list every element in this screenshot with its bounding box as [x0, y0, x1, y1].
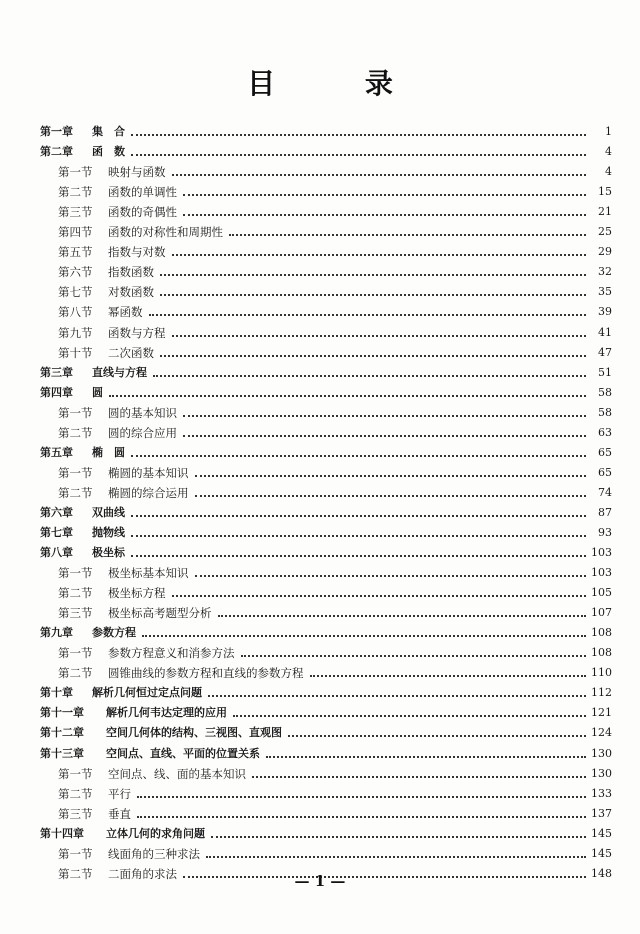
entry-number: 第二节: [58, 786, 93, 801]
entry-title: 平行: [108, 786, 131, 801]
entry-title: 极坐标高考题型分析: [108, 606, 212, 621]
entry-number: 第七章: [40, 525, 73, 539]
dot-leader: [109, 395, 586, 397]
entry-title: 参数方程意义和消参方法: [108, 646, 235, 661]
toc-section-entry: [40, 302, 612, 322]
toc-chapter-entry: [40, 824, 612, 844]
toc-section-entry: [40, 222, 612, 242]
entry-title: 抛物线: [92, 525, 125, 539]
entry-title: 圆锥曲线的参数方程和直线的参数方程: [108, 666, 304, 681]
dot-leader: [266, 756, 586, 758]
entry-title: 直线与方程: [92, 365, 147, 379]
entry-page-number: 130: [591, 746, 612, 760]
toc-section-entry: [40, 242, 612, 262]
toc-section-entry: [40, 583, 612, 603]
entry-title: 映射与函数: [108, 165, 166, 180]
entry-title: 极坐标基本知识: [108, 566, 189, 581]
entry-title: 圆的基本知识: [108, 405, 177, 420]
dot-leader: [131, 535, 586, 537]
entry-number: 第二节: [58, 425, 93, 440]
dot-leader: [131, 154, 586, 156]
toc-chapter-entry: [40, 703, 612, 723]
entry-page-number: 29: [598, 245, 612, 259]
page-title: 目 录: [247, 67, 433, 100]
entry-number: 第六章: [40, 505, 73, 519]
toc-section-entry: [40, 563, 612, 583]
toc-section-entry: [40, 322, 612, 342]
dot-leader: [183, 194, 586, 196]
entry-number: 第九节: [58, 325, 93, 340]
entry-page-number: 107: [591, 606, 612, 620]
entry-page-number: 4: [605, 165, 612, 179]
entry-page-number: 1: [605, 125, 612, 139]
dot-leader: [142, 635, 586, 637]
entry-number: 第十四章: [40, 826, 84, 840]
entry-page-number: 47: [598, 345, 612, 359]
dot-leader: [137, 816, 586, 818]
dot-leader: [229, 234, 586, 236]
dot-leader: [195, 475, 587, 477]
dot-leader: [206, 856, 586, 858]
toc-section-entry: [40, 343, 612, 363]
entry-number: 第十三章: [40, 746, 84, 760]
toc-section-entry: [40, 182, 612, 202]
dot-leader: [131, 515, 586, 517]
toc-section-entry: [40, 784, 612, 804]
entry-title: 幂函数: [108, 305, 143, 320]
entry-page-number: 121: [591, 706, 612, 720]
entry-title: 函数与方程: [108, 325, 166, 340]
entry-page-number: 112: [591, 686, 612, 700]
dot-leader: [160, 355, 586, 357]
toc-chapter-entry: [40, 543, 612, 563]
entry-page-number: 93: [598, 525, 612, 539]
entry-page-number: 148: [591, 866, 612, 880]
dot-leader: [172, 335, 587, 337]
entry-page-number: 21: [598, 205, 612, 219]
entry-page-number: 110: [591, 666, 612, 680]
entry-title: 指数函数: [108, 265, 154, 280]
dot-leader: [233, 715, 586, 717]
entry-title: 二次函数: [108, 345, 154, 360]
entry-title: 函数的单调性: [108, 185, 177, 200]
entry-page-number: 58: [598, 405, 612, 419]
table-of-contents: [40, 122, 612, 884]
dot-leader: [183, 415, 586, 417]
entry-number: 第二节: [58, 185, 93, 200]
entry-number: 第三节: [58, 606, 93, 621]
entry-page-number: 145: [591, 826, 612, 840]
entry-title: 函 数: [92, 145, 125, 159]
entry-title: 垂直: [108, 806, 131, 821]
entry-title: 立体几何的求角问题: [106, 826, 205, 840]
dot-leader: [288, 735, 586, 737]
entry-number: 第十章: [40, 686, 73, 700]
toc-section-entry: [40, 262, 612, 282]
toc-chapter-entry: [40, 683, 612, 703]
entry-number: 第七节: [58, 285, 93, 300]
entry-page-number: 124: [591, 726, 612, 740]
dot-leader: [211, 836, 586, 838]
entry-number: 第三章: [40, 365, 73, 379]
entry-number: 第六节: [58, 265, 93, 280]
entry-title: 圆: [92, 385, 103, 399]
entry-page-number: 51: [598, 365, 612, 379]
entry-page-number: 39: [598, 305, 612, 319]
entry-page-number: 74: [598, 485, 612, 499]
dot-leader: [172, 595, 587, 597]
entry-title: 解析几何恒过定点问题: [92, 686, 202, 700]
entry-number: 第二章: [40, 145, 73, 159]
toc-section-entry: [40, 603, 612, 623]
entry-page-number: 87: [598, 505, 612, 519]
entry-page-number: 108: [591, 626, 612, 640]
page-number-footer: — 1 —: [294, 872, 346, 890]
toc-section-entry: [40, 804, 612, 824]
entry-number: 第八章: [40, 546, 73, 560]
dot-leader: [137, 796, 586, 798]
entry-title: 空间几何体的结构、三视图、直观图: [106, 726, 282, 740]
entry-number: 第十二章: [40, 726, 84, 740]
dot-leader: [160, 274, 586, 276]
toc-chapter-entry: [40, 743, 612, 763]
toc-chapter-entry: [40, 723, 612, 743]
dot-leader: [131, 555, 586, 557]
entry-page-number: 58: [598, 385, 612, 399]
entry-number: 第二节: [58, 666, 93, 681]
dot-leader: [183, 435, 586, 437]
entry-number: 第十节: [58, 345, 93, 360]
dot-leader: [172, 254, 587, 256]
entry-number: 第三节: [58, 205, 93, 220]
entry-page-number: 103: [591, 546, 612, 560]
entry-page-number: 25: [598, 225, 612, 239]
entry-number: 第八节: [58, 305, 93, 320]
toc-section-entry: [40, 282, 612, 302]
dot-leader: [252, 776, 586, 778]
entry-title: 指数与对数: [108, 245, 166, 260]
entry-title: 极坐标: [92, 546, 125, 560]
entry-page-number: 35: [598, 285, 612, 299]
entry-page-number: 137: [591, 806, 612, 820]
entry-page-number: 65: [598, 465, 612, 479]
toc-section-entry: [40, 643, 612, 663]
dot-leader: [149, 314, 587, 316]
entry-title: 函数的奇偶性: [108, 205, 177, 220]
entry-page-number: 108: [591, 646, 612, 660]
entry-title: 极坐标方程: [108, 586, 166, 601]
dot-leader: [131, 455, 586, 457]
entry-title: 圆的综合应用: [108, 425, 177, 440]
entry-number: 第二节: [58, 866, 93, 881]
dot-leader: [195, 575, 587, 577]
entry-title: 函数的对称性和周期性: [108, 225, 223, 240]
entry-title: 空间点、直线、平面的位置关系: [106, 746, 260, 760]
entry-number: 第四节: [58, 225, 93, 240]
dot-leader: [172, 174, 587, 176]
toc-chapter-entry: [40, 122, 612, 142]
entry-page-number: 63: [598, 425, 612, 439]
entry-page-number: 105: [591, 586, 612, 600]
toc-section-entry: [40, 162, 612, 182]
entry-title: 参数方程: [92, 626, 136, 640]
entry-number: 第一节: [58, 566, 93, 581]
toc-chapter-entry: [40, 503, 612, 523]
entry-page-number: 145: [591, 846, 612, 860]
entry-number: 第五节: [58, 245, 93, 260]
entry-page-number: 130: [591, 766, 612, 780]
entry-title: 二面角的求法: [108, 866, 177, 881]
entry-number: 第三节: [58, 806, 93, 821]
dot-leader: [241, 655, 587, 657]
entry-number: 第五章: [40, 445, 73, 459]
dot-leader: [195, 495, 587, 497]
toc-section-entry: [40, 663, 612, 683]
dot-leader: [218, 615, 587, 617]
entry-title: 对数函数: [108, 285, 154, 300]
entry-number: 第二节: [58, 586, 93, 601]
entry-page-number: 103: [591, 566, 612, 580]
entry-page-number: 133: [591, 786, 612, 800]
dot-leader: [310, 675, 587, 677]
dot-leader: [160, 294, 586, 296]
entry-page-number: 41: [598, 325, 612, 339]
toc-section-entry: [40, 844, 612, 864]
entry-title: 双曲线: [92, 505, 125, 519]
toc-chapter-entry: [40, 142, 612, 162]
toc-section-entry: [40, 202, 612, 222]
entry-title: 椭 圆: [92, 445, 125, 459]
toc-chapter-entry: [40, 443, 612, 463]
entry-number: 第一节: [58, 846, 93, 861]
entry-number: 第二节: [58, 485, 93, 500]
entry-page-number: 4: [605, 145, 612, 159]
entry-page-number: 32: [598, 265, 612, 279]
entry-number: 第一节: [58, 646, 93, 661]
dot-leader: [131, 134, 586, 136]
entry-number: 第一节: [58, 465, 93, 480]
toc-chapter-entry: [40, 363, 612, 383]
entry-page-number: 65: [598, 445, 612, 459]
entry-title: 解析几何韦达定理的应用: [106, 706, 227, 720]
entry-title: 线面角的三种求法: [108, 846, 200, 861]
dot-leader: [208, 695, 586, 697]
dot-leader: [183, 214, 586, 216]
toc-chapter-entry: [40, 523, 612, 543]
toc-section-entry: [40, 483, 612, 503]
entry-title: 空间点、线、面的基本知识: [108, 766, 246, 781]
entry-title: 椭圆的基本知识: [108, 465, 189, 480]
toc-section-entry: [40, 403, 612, 423]
entry-title: 集 合: [92, 125, 125, 139]
entry-page-number: 15: [598, 185, 612, 199]
entry-number: 第一章: [40, 125, 73, 139]
toc-chapter-entry: [40, 383, 612, 403]
toc-section-entry: [40, 764, 612, 784]
toc-section-entry: [40, 463, 612, 483]
entry-number: 第十一章: [40, 706, 84, 720]
entry-number: 第四章: [40, 385, 73, 399]
dot-leader: [153, 375, 586, 377]
entry-number: 第一节: [58, 405, 93, 420]
entry-number: 第一节: [58, 165, 93, 180]
entry-number: 第一节: [58, 766, 93, 781]
toc-chapter-entry: [40, 623, 612, 643]
toc-section-entry: [40, 423, 612, 443]
entry-number: 第九章: [40, 626, 73, 640]
entry-title: 椭圆的综合运用: [108, 485, 189, 500]
